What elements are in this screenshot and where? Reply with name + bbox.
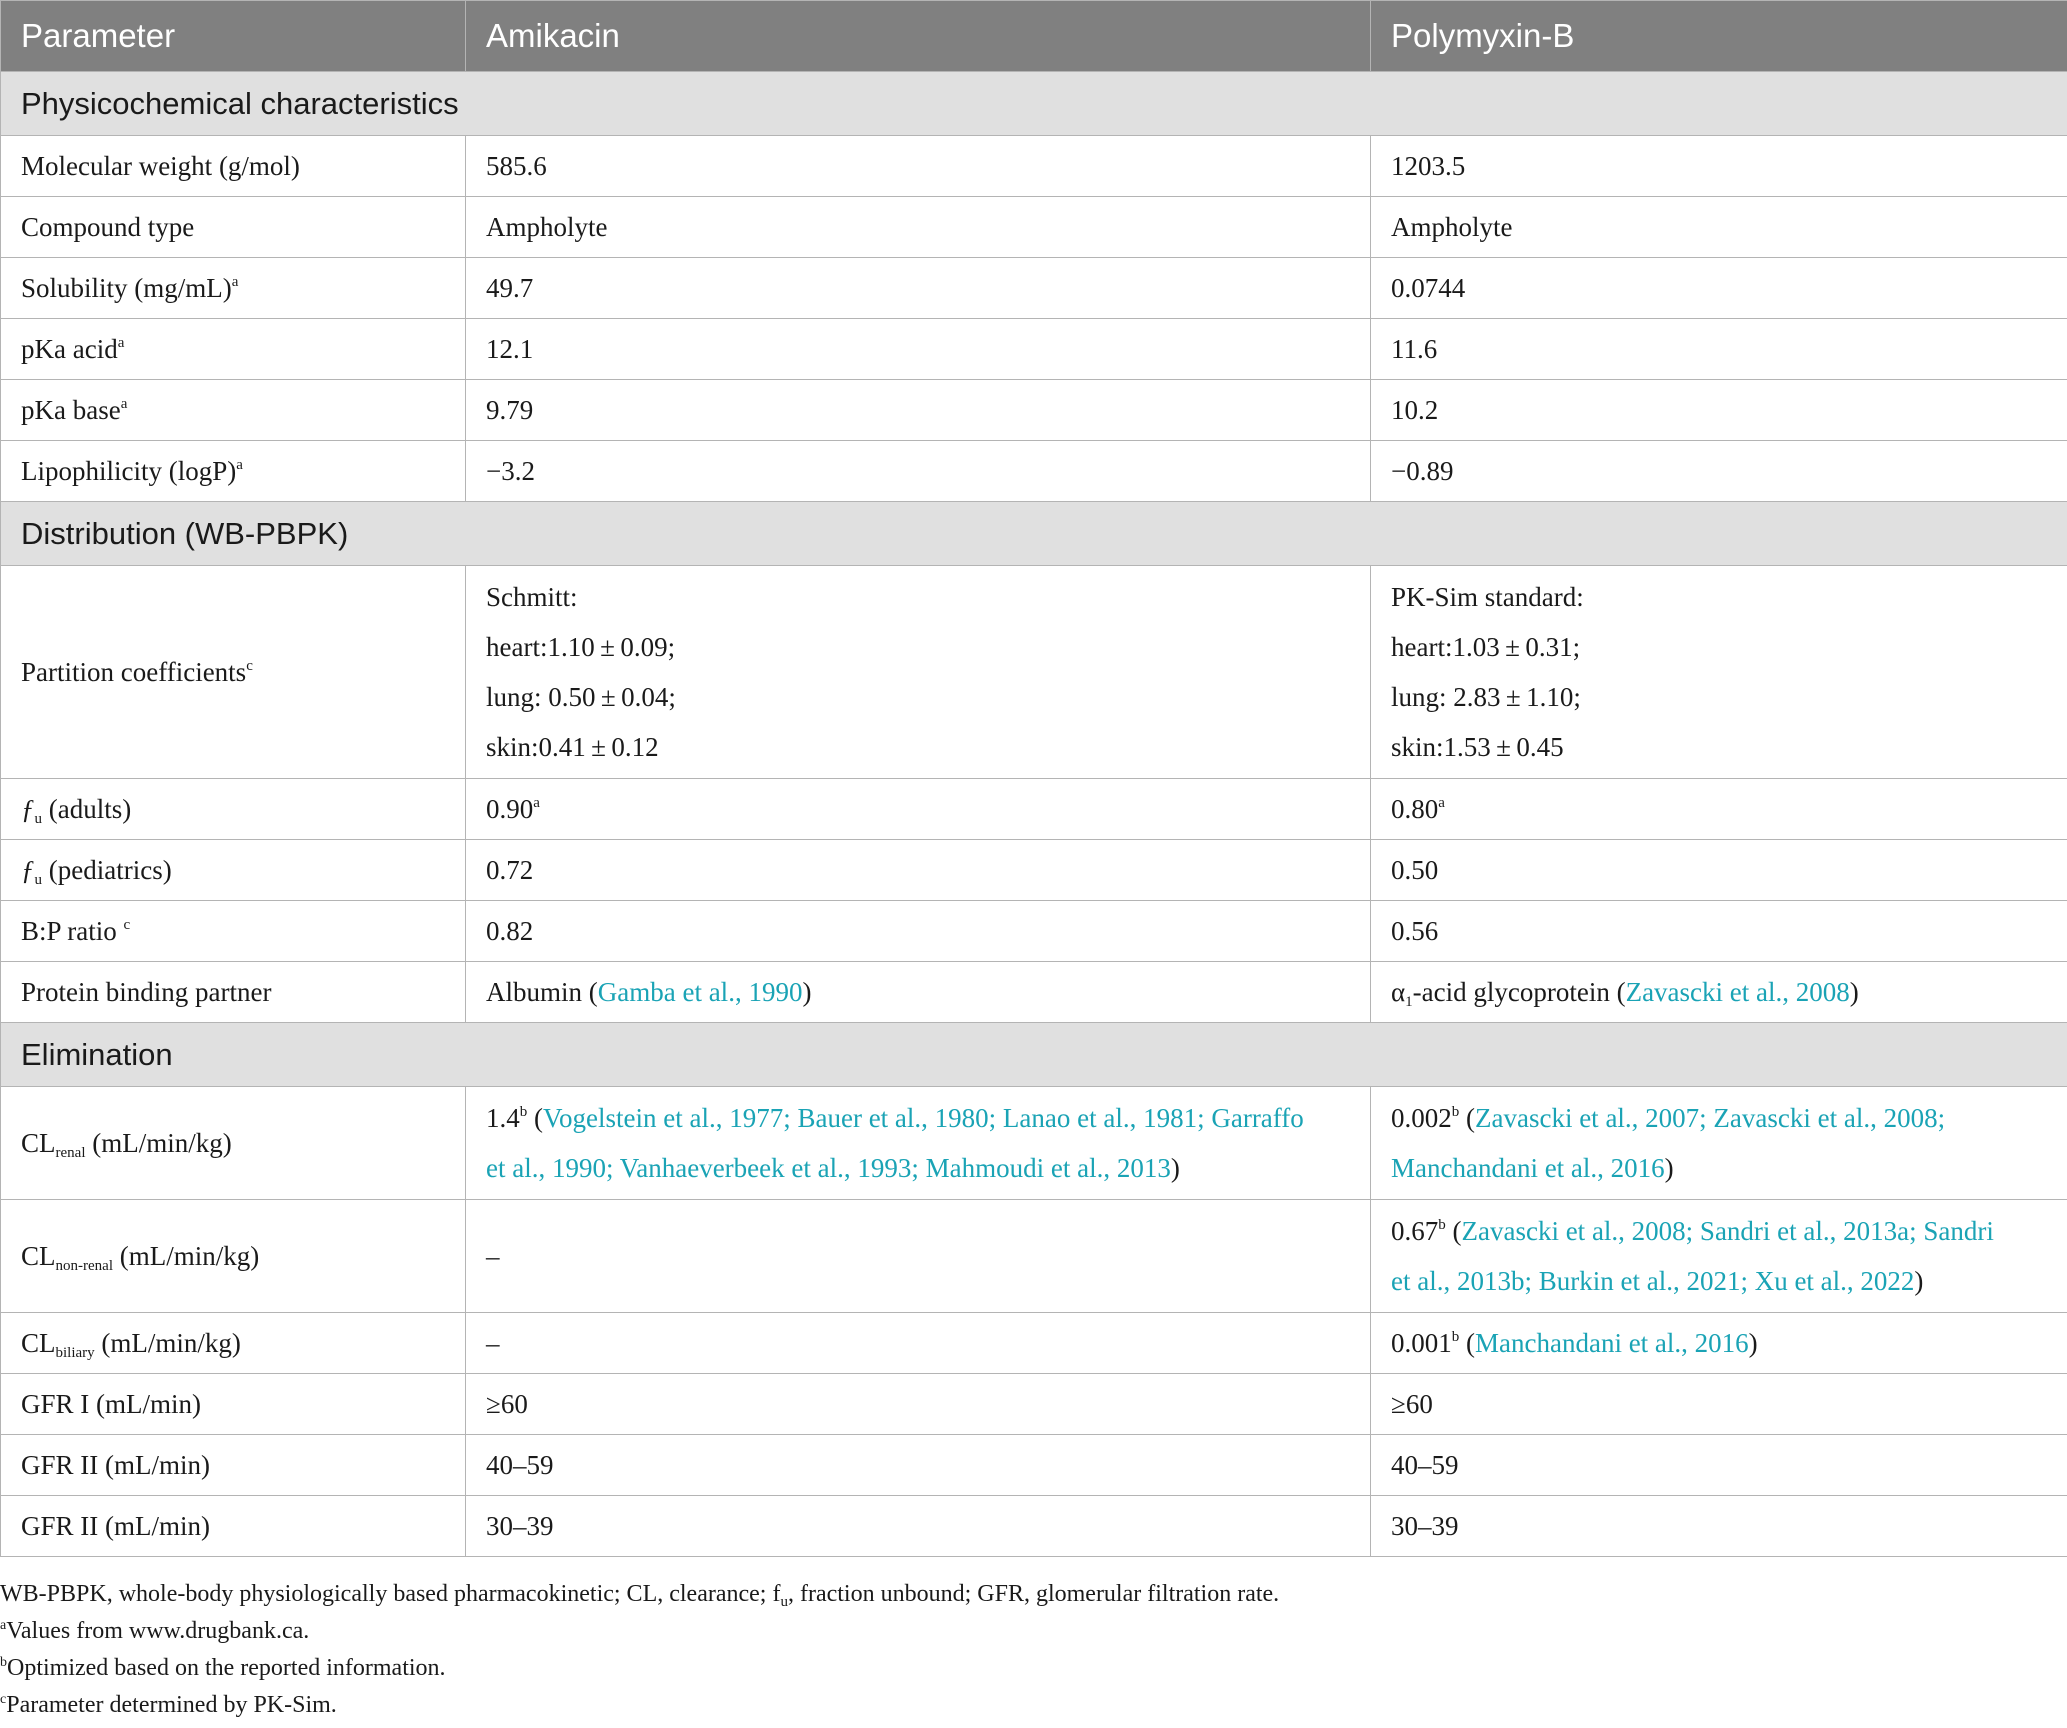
table-row bbox=[1, 1087, 2067, 1200]
polymyxin-value: −0.89 bbox=[1371, 441, 2067, 502]
footnote-mark: a bbox=[1438, 795, 1445, 811]
footnote-mark: b bbox=[1438, 1217, 1446, 1233]
amikacin-value: Ampholyte bbox=[466, 197, 1371, 258]
footnote-mark: a bbox=[236, 457, 243, 473]
table-row bbox=[1, 1435, 2067, 1496]
table-header-row bbox=[1, 1, 2067, 72]
table-row bbox=[1, 901, 2067, 962]
row-label: Partition coefficients$^c$ bbox=[1, 566, 466, 779]
reference-link[interactable]: Vogelstein et al., 1977; Bauer et al., 1980; Lanao et al., 1981; Garraffo bbox=[543, 1103, 1304, 1133]
reference-link[interactable]: Zavascki et al., 2008; Sandri et al., 2013a; Sandri bbox=[1461, 1216, 1994, 1246]
header-parameter: Parameter bbox=[1, 1, 466, 72]
row-label: GFR II (mL/min) bbox=[1, 1496, 466, 1557]
table-row bbox=[1, 319, 2067, 380]
polymyxin-value: 0.67$^b$ (Zavascki et al., 2008; Sandri et al., 2013a; Sandri et al., 2013b; Burkin et al., 2021; Xu et al., 2022) bbox=[1371, 1200, 2067, 1313]
amikacin-value: −3.2 bbox=[466, 441, 1371, 502]
amikacin-value: 9.79 bbox=[466, 380, 1371, 441]
row-label: $CL_{biliary}$ (mL/min/kg) bbox=[1, 1313, 466, 1374]
polymyxin-value: 1203.5 bbox=[1371, 136, 2067, 197]
amikacin-value: 40–59 bbox=[466, 1435, 1371, 1496]
partition-line: PK-Sim standard: bbox=[1391, 582, 1584, 612]
polymyxin-value: 0.001$^b$ (Manchandani et al., 2016) bbox=[1371, 1313, 2067, 1374]
polymyxin-value: 0.0744 bbox=[1371, 258, 2067, 319]
polymyxin-value bbox=[1371, 566, 2067, 779]
amikacin-value: Albumin (Gamba et al., 1990) bbox=[466, 962, 1371, 1023]
reference-link[interactable]: Manchandani et al., 2016 bbox=[1475, 1328, 1749, 1358]
row-label: $ƒ_u$ (adults) bbox=[1, 779, 466, 840]
section-distribution bbox=[1, 502, 2067, 566]
amikacin-value: ≥60 bbox=[466, 1374, 1371, 1435]
row-label: Molecular weight (g/mol) bbox=[1, 136, 466, 197]
row-label: $CL_{renal}$ (mL/min/kg) bbox=[1, 1087, 466, 1200]
table-row bbox=[1, 258, 2067, 319]
table-row bbox=[1, 962, 2067, 1023]
partition-line: heart:1.10 ± 0.09; bbox=[486, 632, 676, 662]
table-row bbox=[1, 840, 2067, 901]
amikacin-value: 30–39 bbox=[466, 1496, 1371, 1557]
row-label: Solubility $(mg/mL)^a$ bbox=[1, 258, 466, 319]
table-row bbox=[1, 197, 2067, 258]
header-polymyxin-b: Polymyxin-B bbox=[1371, 1, 2067, 72]
row-label: pKa acid$^a$ bbox=[1, 319, 466, 380]
row-label: $CL_{non-renal}$ (mL/min/kg) bbox=[1, 1200, 466, 1313]
table-row bbox=[1, 380, 2067, 441]
section-title: Distribution (WB-PBPK) bbox=[1, 502, 2067, 566]
table-row bbox=[1, 136, 2067, 197]
table-row bbox=[1, 1200, 2067, 1313]
polymyxin-value: Ampholyte bbox=[1371, 197, 2067, 258]
amikacin-value: 0.90$^a$ bbox=[466, 779, 1371, 840]
table-row bbox=[1, 1313, 2067, 1374]
partition-line: Schmitt: bbox=[486, 582, 578, 612]
table-row bbox=[1, 441, 2067, 502]
section-title: Elimination bbox=[1, 1023, 2067, 1087]
section-elimination bbox=[1, 1023, 2067, 1087]
reference-link[interactable]: et al., 1990; Vanhaeverbeek et al., 1993; Mahmoudi et al., 2013 bbox=[486, 1153, 1171, 1183]
polymyxin-value: 0.50 bbox=[1371, 840, 2067, 901]
table-footnotes bbox=[0, 1576, 2067, 1724]
row-label: GFR I (mL/min) bbox=[1, 1374, 466, 1435]
amikacin-value: 585.6 bbox=[466, 136, 1371, 197]
partition-line: heart:1.03 ± 0.31; bbox=[1391, 632, 1581, 662]
footnote-a: $^a$Values from www.drugbank.ca. bbox=[0, 1618, 310, 1644]
polymyxin-value: 0.80$^a$ bbox=[1371, 779, 2067, 840]
partition-line: skin:0.41 ± 0.12 bbox=[486, 732, 659, 762]
footnote-abbreviations: WB-PBPK, whole-body physiologically based pharmacokinetic; CL, clearance; $f_u$, fraction unbound; GFR, glomerular filtration rate. bbox=[0, 1581, 1280, 1610]
row-label: pKa base$^a$ bbox=[1, 380, 466, 441]
row-label: GFR II (mL/min) bbox=[1, 1435, 466, 1496]
polymyxin-value: 0.002$^b$ (Zavascki et al., 2007; Zavascki et al., 2008; Manchandani et al., 2016) bbox=[1371, 1087, 2067, 1200]
footnote-mark: a bbox=[533, 795, 540, 811]
amikacin-value: – bbox=[466, 1200, 1371, 1313]
polymyxin-value: 10.2 bbox=[1371, 380, 2067, 441]
footnote-c: $^c$Parameter determined by PK-Sim. bbox=[0, 1692, 337, 1718]
row-label: Compound type bbox=[1, 197, 466, 258]
footnote-mark: c bbox=[246, 658, 253, 674]
section-physicochemical bbox=[1, 72, 2067, 136]
partition-line: skin:1.53 ± 0.45 bbox=[1391, 732, 1564, 762]
reference-link[interactable]: et al., 2013b; Burkin et al., 2021; Xu et al., 2022 bbox=[1391, 1266, 1915, 1296]
polymyxin-value: $\alpha_1$-acid glycoprotein (Zavascki et al., 2008) bbox=[1371, 962, 2067, 1023]
footnote-mark: a bbox=[117, 335, 125, 351]
table-row bbox=[1, 1496, 2067, 1557]
reference-link[interactable]: Gamba et al., 1990 bbox=[597, 977, 803, 1007]
table-row bbox=[1, 779, 2067, 840]
footnote-mark: b bbox=[1451, 1104, 1460, 1120]
table-row bbox=[1, 1374, 2067, 1435]
amikacin-value: 49.7 bbox=[466, 258, 1371, 319]
footnote-mark: b bbox=[1451, 1329, 1460, 1345]
amikacin-value: 0.72 bbox=[466, 840, 1371, 901]
reference-link[interactable]: Zavascki et al., 2007; Zavascki et al., 2008; bbox=[1475, 1103, 1946, 1133]
footnote-mark: b bbox=[519, 1104, 528, 1120]
polymyxin-value: 30–39 bbox=[1371, 1496, 2067, 1557]
partition-line: lung: 2.83 ± 1.10; bbox=[1391, 682, 1581, 712]
polymyxin-value: 0.56 bbox=[1371, 901, 2067, 962]
amikacin-value: 1.4$^b$ (Vogelstein et al., 1977; Bauer et al., 1980; Lanao et al., 1981; Garraffo et al., 1990; Vanhaeverbeek et al., 1993; Mahmoudi et al., 2013) bbox=[466, 1087, 1371, 1200]
row-label: Lipophilicity $(\log P)^a$ bbox=[1, 441, 466, 502]
section-title: Physicochemical characteristics bbox=[1, 72, 2067, 136]
partition-line: lung: 0.50 ± 0.04; bbox=[486, 682, 676, 712]
polymyxin-value: ≥60 bbox=[1371, 1374, 2067, 1435]
footnote-b: $^b$Optimized based on the reported information. bbox=[0, 1655, 446, 1681]
reference-link[interactable]: Manchandani et al., 2016 bbox=[1391, 1153, 1665, 1183]
reference-link[interactable]: Zavascki et al., 2008 bbox=[1625, 977, 1850, 1007]
amikacin-value: 0.82 bbox=[466, 901, 1371, 962]
footnote-mark: a bbox=[231, 274, 239, 290]
footnote-mark: c bbox=[123, 917, 131, 933]
row-label: Protein binding partner bbox=[1, 962, 466, 1023]
polymyxin-value: 11.6 bbox=[1371, 319, 2067, 380]
amikacin-value: 12.1 bbox=[466, 319, 1371, 380]
footnote-mark: a bbox=[120, 396, 128, 412]
polymyxin-value: 40–59 bbox=[1371, 1435, 2067, 1496]
amikacin-value: – bbox=[466, 1313, 1371, 1374]
amikacin-value bbox=[466, 566, 1371, 779]
row-label: $ƒ_u$ (pediatrics) bbox=[1, 840, 466, 901]
header-amikacin: Amikacin bbox=[466, 1, 1371, 72]
row-label: B:P ratio $^c$ bbox=[1, 901, 466, 962]
table-row bbox=[1, 566, 2067, 779]
